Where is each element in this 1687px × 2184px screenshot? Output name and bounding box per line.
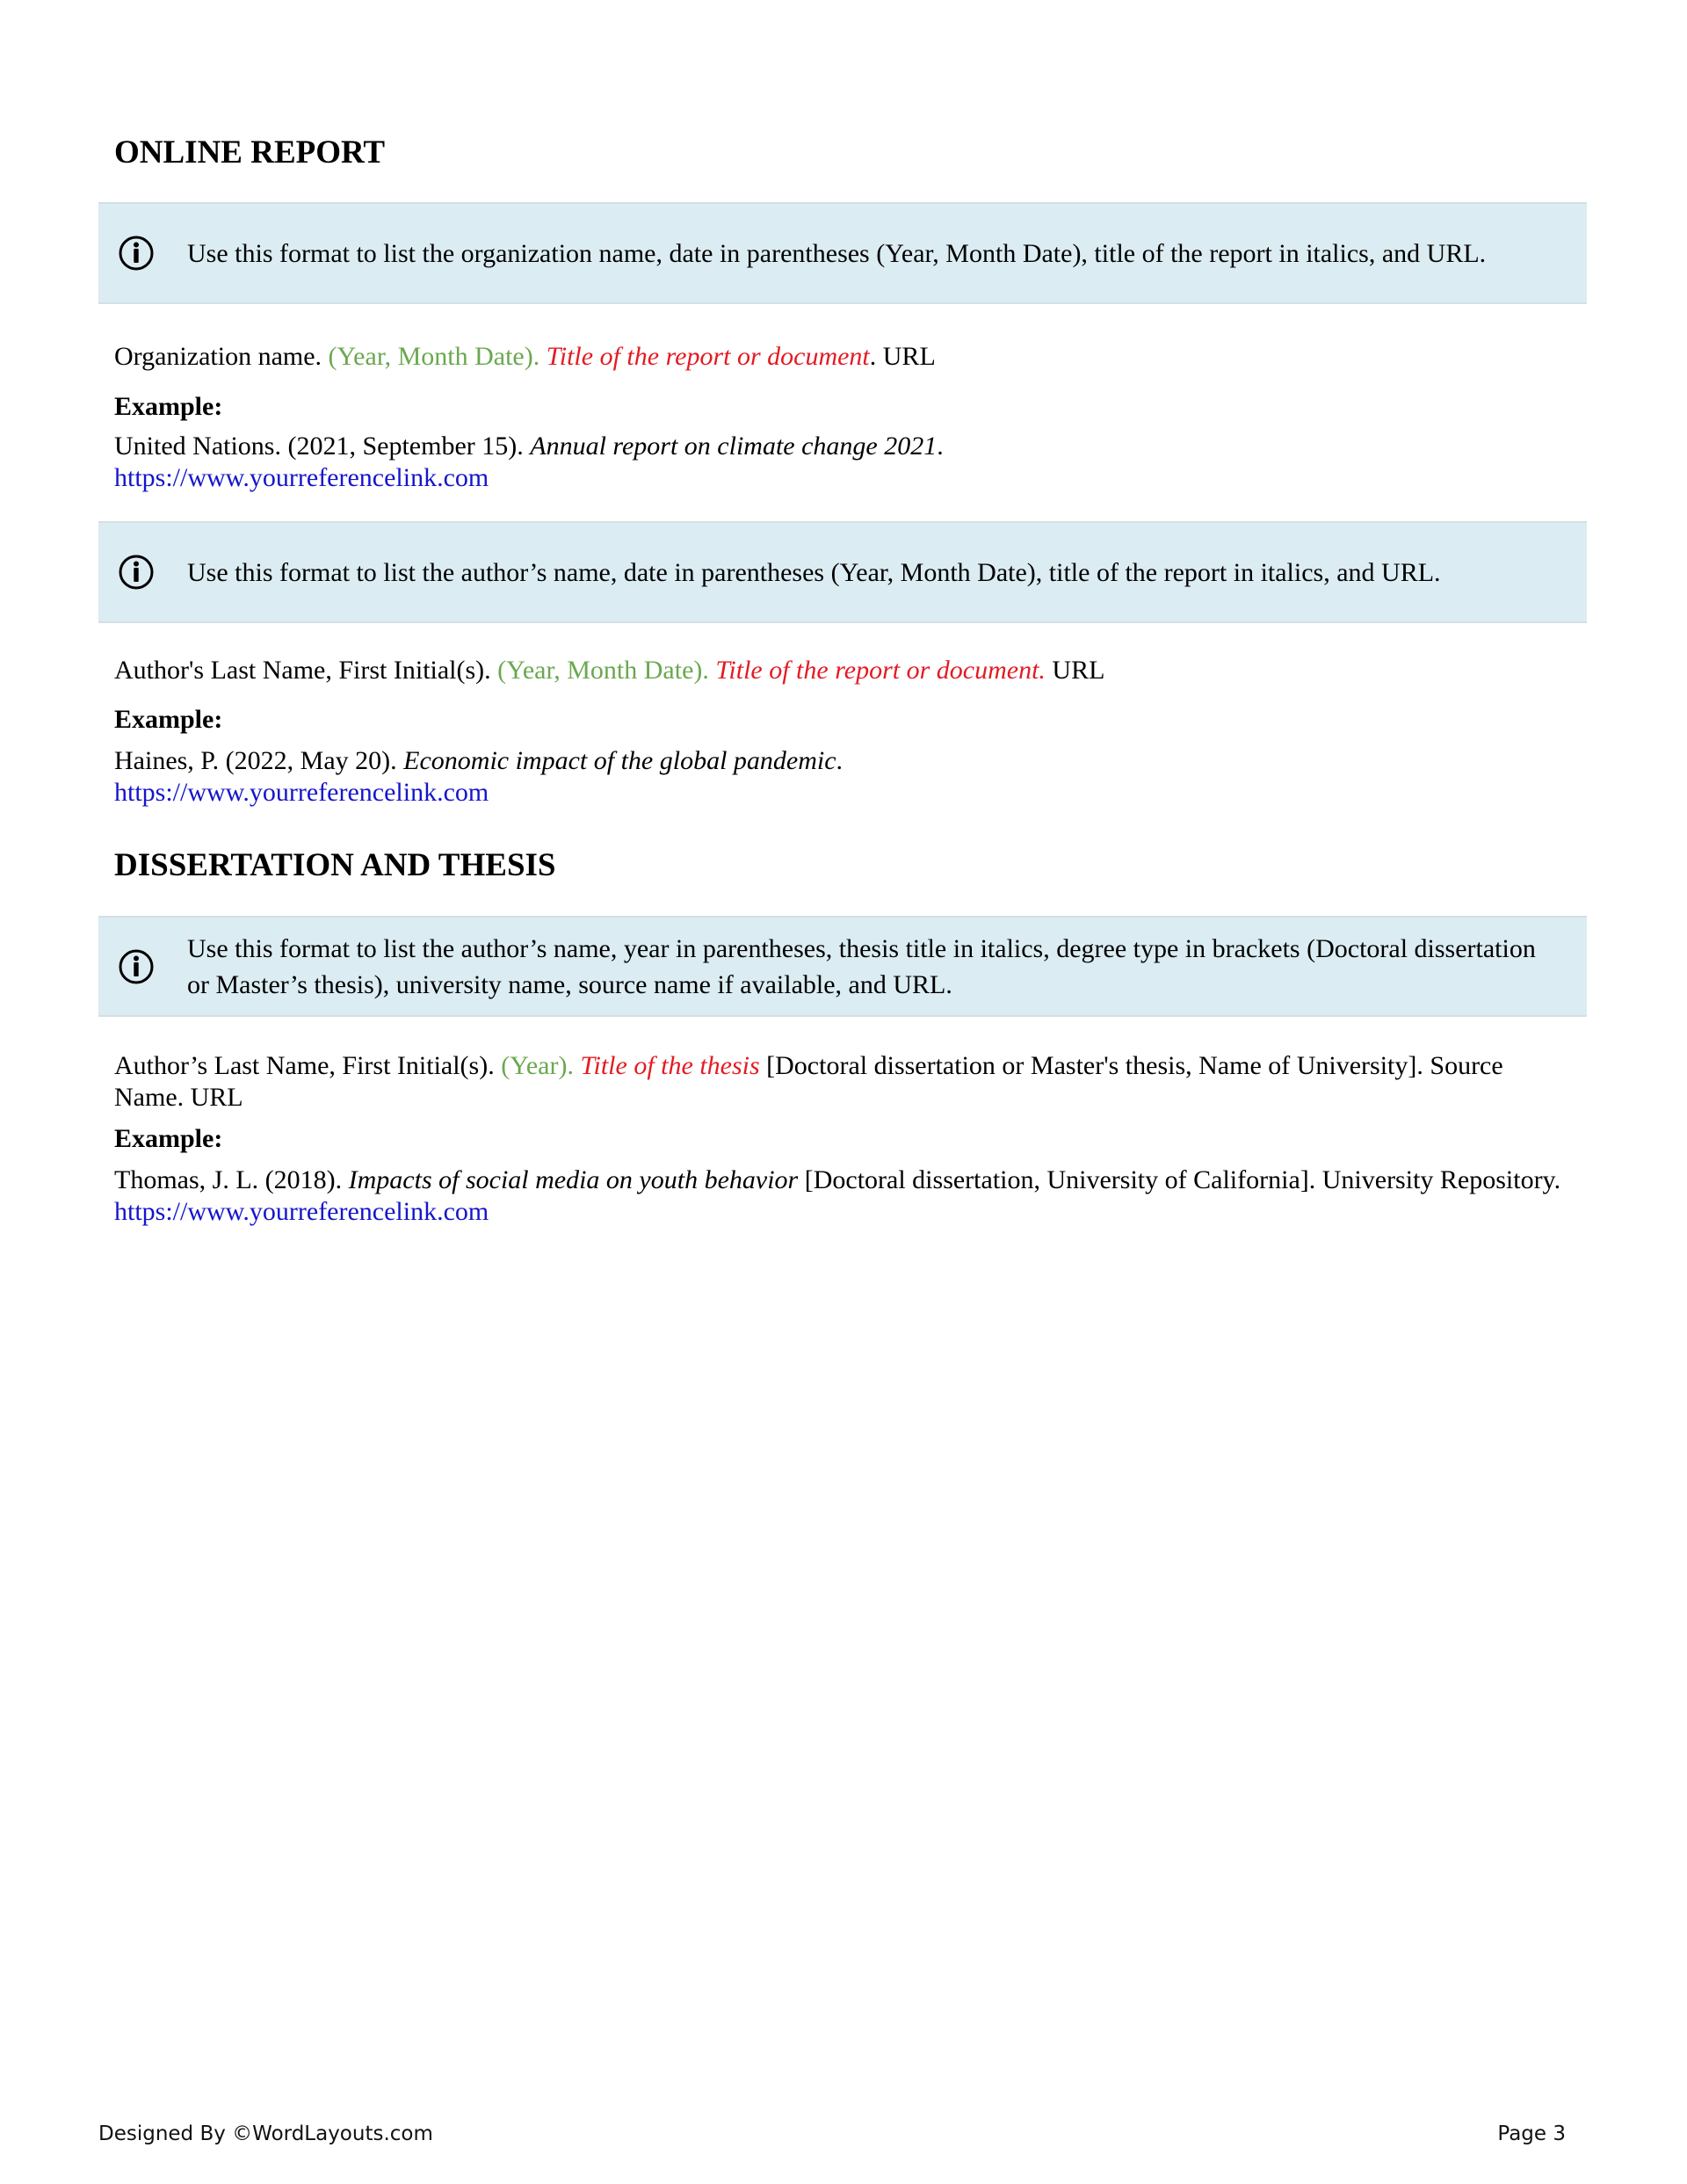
info-circle-icon [118, 948, 155, 985]
example-title: Annual report on climate change 2021 [530, 432, 938, 461]
format-name: Author's Last Name, First Initial(s). [114, 656, 491, 685]
format-after-title: . URL [869, 342, 936, 371]
example-title: Impacts of social media on youth behavior [348, 1165, 799, 1194]
info-callout-dissertation [98, 916, 1587, 1017]
example-label: Example: [114, 392, 223, 421]
example-citation-author [114, 745, 1573, 809]
example-lead: Thomas, J. L. (2018). [114, 1165, 343, 1194]
format-after-title: URL [1052, 656, 1105, 685]
format-name: Author’s Last Name, First Initial(s). [114, 1051, 495, 1080]
section-heading-online-report: ONLINE REPORT [114, 134, 386, 171]
info-text: Use this format to list the author’s name, date in parentheses (Year, Month Date), title of the report in italics, and URL. [187, 558, 1441, 587]
info-callout-author [98, 521, 1587, 623]
format-after-title: [Doctoral dissertation or Master's thesis, Name of University]. Source Name. URL [114, 1051, 1503, 1112]
citation-format-author [114, 655, 1573, 686]
footer-credit: Designed By ©WordLayouts.com [98, 2122, 433, 2145]
example-lead: United Nations. (2021, September 15). [114, 432, 524, 461]
example-citation-dissertation [114, 1165, 1573, 1228]
format-date: (Year, Month Date). [328, 342, 540, 371]
format-date: (Year). [501, 1051, 574, 1080]
example-after-title: . [836, 746, 844, 775]
example-lead: Haines, P. (2022, May 20). [114, 746, 397, 775]
example-url-link[interactable]: https://www.yourreferencelink.com [114, 463, 489, 492]
example-after-title: . [937, 432, 944, 461]
format-name: Organization name. [114, 342, 322, 371]
example-after-title: [Doctoral dissertation, University of California]. University Repository. [804, 1165, 1561, 1194]
example-label: Example: [114, 705, 223, 734]
info-text: Use this format to list the organization name, date in parentheses (Year, Month Date), title of the report in italics, and URL. [187, 239, 1487, 268]
example-citation-organization [114, 431, 1573, 494]
footer-page-number: Page 3 [1497, 2122, 1566, 2145]
example-url-link[interactable]: https://www.yourreferencelink.com [114, 778, 489, 807]
citation-format-dissertation [114, 1050, 1573, 1114]
format-title: Title of the report or document. [715, 656, 1046, 685]
info-circle-icon [118, 554, 155, 591]
format-title: Title of the report or document [546, 342, 870, 371]
section-heading-dissertation: DISSERTATION AND THESIS [114, 847, 556, 883]
example-title: Economic impact of the global pandemic [403, 746, 836, 775]
example-url-link[interactable]: https://www.yourreferencelink.com [114, 1197, 489, 1226]
info-callout-organization [98, 202, 1587, 304]
info-text: Use this format to list the author’s name, year in parentheses, thesis title in italics, degree type in brackets (Doctoral dissertation or Master’s thesis), university name, source name if available, and URL. [187, 934, 1536, 999]
info-circle-icon [118, 235, 155, 272]
example-label: Example: [114, 1124, 223, 1153]
format-date: (Year, Month Date). [497, 656, 709, 685]
citation-format-organization [114, 341, 1573, 373]
format-title: Title of the thesis [580, 1051, 760, 1080]
